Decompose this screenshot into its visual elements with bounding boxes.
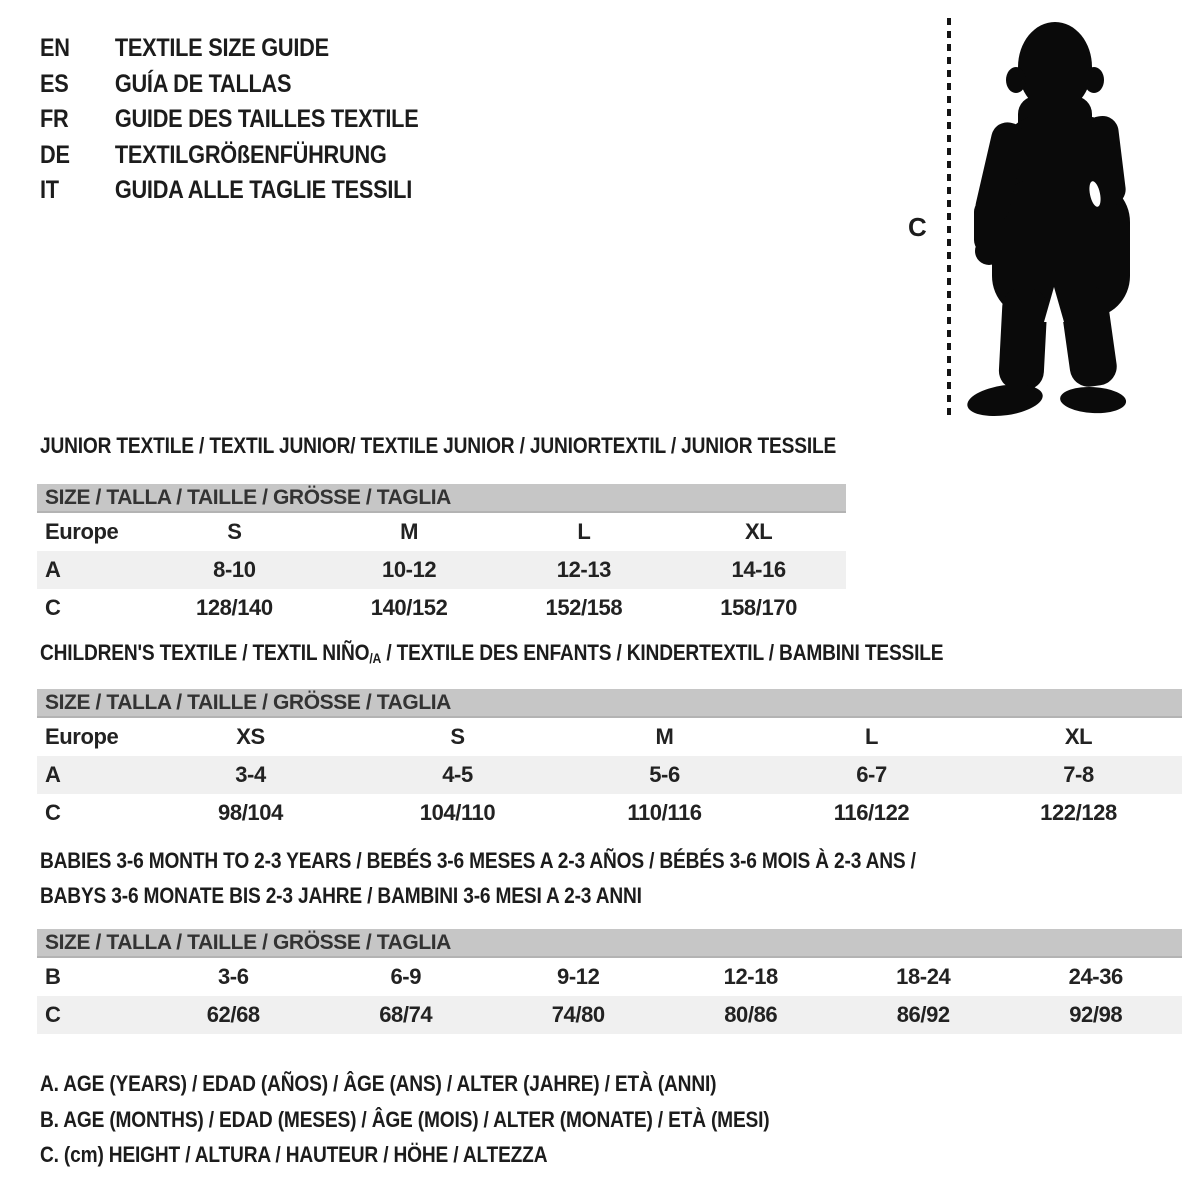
table-cell: 3-6 bbox=[217, 964, 249, 989]
row-label: A bbox=[37, 551, 147, 589]
table-cell: 6-9 bbox=[390, 964, 422, 989]
language-code: EN bbox=[40, 34, 70, 62]
row-label: C bbox=[45, 595, 61, 620]
table-row-age-months bbox=[37, 957, 1182, 996]
table-cell: 24-36 bbox=[1068, 964, 1123, 989]
table-cell: 3-4 bbox=[147, 756, 354, 794]
language-title: GUÍA DE TALLAS bbox=[114, 69, 292, 98]
nino-a-subscript: /A bbox=[369, 650, 382, 666]
size-header-label: SIZE / TALLA / TAILLE / GRÖSSE / TAGLIA bbox=[37, 929, 1182, 957]
table-cell: 92/98 bbox=[1010, 996, 1183, 1034]
language-title: GUIDE DES TAILLES TEXTILE bbox=[114, 105, 419, 133]
row-label: Europe bbox=[45, 724, 119, 749]
size-header-bar bbox=[37, 484, 846, 512]
table-cell: 86/92 bbox=[837, 996, 1010, 1034]
table-cell: L bbox=[577, 519, 591, 544]
height-measure-dashed-line bbox=[947, 18, 951, 416]
table-cell: 8-10 bbox=[147, 551, 322, 589]
table-cell: 116/122 bbox=[833, 800, 910, 825]
language-code: IT bbox=[40, 176, 59, 204]
table-cell: 152/158 bbox=[545, 595, 623, 620]
children-size-table bbox=[37, 689, 1182, 832]
table-cell: 4-5 bbox=[354, 756, 561, 794]
language-title-list bbox=[40, 31, 418, 209]
table-cell: 10-12 bbox=[322, 551, 497, 589]
junior-size-table bbox=[37, 484, 846, 627]
table-cell: XS bbox=[236, 724, 265, 749]
size-header-label: SIZE / TALLA / TAILLE / GRÖSSE / TAGLIA bbox=[37, 484, 846, 512]
language-title: GUIDA ALLE TAGLIE TESSILI bbox=[114, 176, 412, 204]
language-row-en bbox=[40, 31, 418, 67]
table-cell: 110/116 bbox=[627, 800, 702, 825]
table-cell: 6-7 bbox=[768, 756, 975, 794]
babies-section-title: BABIES 3-6 MONTH TO 2-3 YEARS / BEBÉS 3-6 MESES A 2-3 AÑOS / BÉBÉS 3-6 MOIS À 2-3 ANS / BABYS 3-6 MONATE BIS 2-3 JAHRE / BAMBINI 3-6 MESI A 2-3 ANNI bbox=[40, 848, 916, 908]
table-cell: 14-16 bbox=[671, 551, 846, 589]
table-cell: M bbox=[655, 724, 674, 749]
table-cell: 68/74 bbox=[320, 996, 493, 1034]
row-label: B bbox=[45, 964, 61, 989]
table-cell: 122/128 bbox=[1040, 800, 1117, 825]
table-row-age bbox=[37, 551, 846, 589]
language-title: TEXTILGRÖßENFÜHRUNG bbox=[114, 140, 387, 169]
table-row-europe bbox=[37, 717, 1182, 756]
size-header-bar bbox=[37, 689, 1182, 717]
table-row-height bbox=[37, 996, 1182, 1034]
size-header-bar bbox=[37, 929, 1182, 957]
legend bbox=[40, 1066, 878, 1173]
size-header-label: SIZE / TALLA / TAILLE / GRÖSSE / TAGLIA bbox=[37, 689, 1182, 717]
table-cell: XL bbox=[744, 519, 773, 544]
table-cell: S bbox=[227, 519, 242, 544]
toddler-silhouette-icon bbox=[962, 10, 1140, 420]
row-label: C bbox=[37, 996, 147, 1034]
language-row-es bbox=[40, 67, 418, 103]
table-cell: 7-8 bbox=[975, 756, 1182, 794]
language-code: DE bbox=[40, 140, 70, 169]
table-row-height bbox=[37, 589, 846, 627]
table-row-height bbox=[37, 794, 1182, 832]
children-section-title: CHILDREN'S TEXTILE / TEXTIL NIÑO/A / TEXTILE DES ENFANTS / KINDERTEXTIL / BAMBINI TESSILE bbox=[40, 640, 944, 666]
table-cell: M bbox=[400, 519, 419, 544]
table-cell: 9-12 bbox=[557, 964, 600, 989]
table-cell: 62/68 bbox=[147, 996, 320, 1034]
row-label: C bbox=[45, 800, 61, 825]
language-row-de bbox=[40, 138, 418, 174]
row-label: A bbox=[37, 756, 147, 794]
legend-line-b: B. AGE (MONTHS) / EDAD (MESES) / ÂGE (MOIS) / ALTER (MONATE) / ETÀ (MESI) bbox=[40, 1106, 770, 1132]
table-cell: 128/140 bbox=[196, 595, 273, 620]
table-cell: 158/170 bbox=[720, 595, 797, 620]
table-cell: 98/104 bbox=[218, 800, 283, 825]
row-label: Europe bbox=[45, 519, 119, 544]
height-measure-label: C bbox=[908, 212, 927, 242]
table-cell: 5-6 bbox=[561, 756, 768, 794]
legend-line-a: A. AGE (YEARS) / EDAD (AÑOS) / ÂGE (ANS) / ALTER (JAHRE) / ETÀ (ANNI) bbox=[40, 1071, 717, 1096]
table-row-age bbox=[37, 756, 1182, 794]
table-cell: XL bbox=[1064, 724, 1093, 749]
junior-section-title: JUNIOR TEXTILE / TEXTIL JUNIOR/ TEXTILE JUNIOR / JUNIORTEXTIL / JUNIOR TESSILE bbox=[40, 433, 837, 458]
legend-line-c: C. (cm) HEIGHT / ALTURA / HAUTEUR / HÖHE / ALTEZZA bbox=[40, 1142, 548, 1167]
table-cell: 12-18 bbox=[723, 964, 778, 989]
table-cell: 18-24 bbox=[896, 964, 951, 989]
table-row-europe bbox=[37, 512, 846, 551]
table-cell: 12-13 bbox=[497, 551, 672, 589]
table-cell: 74/80 bbox=[492, 996, 665, 1034]
language-row-it bbox=[40, 173, 418, 209]
language-row-fr bbox=[40, 102, 418, 138]
table-cell: 104/110 bbox=[419, 800, 496, 825]
table-cell: 80/86 bbox=[665, 996, 838, 1034]
language-code: ES bbox=[40, 69, 69, 98]
babies-size-table bbox=[37, 929, 1182, 1034]
language-title: TEXTILE SIZE GUIDE bbox=[114, 34, 329, 62]
table-cell: S bbox=[450, 724, 465, 749]
language-code: FR bbox=[40, 105, 69, 133]
table-cell: L bbox=[864, 724, 879, 749]
table-cell: 140/152 bbox=[370, 595, 448, 620]
